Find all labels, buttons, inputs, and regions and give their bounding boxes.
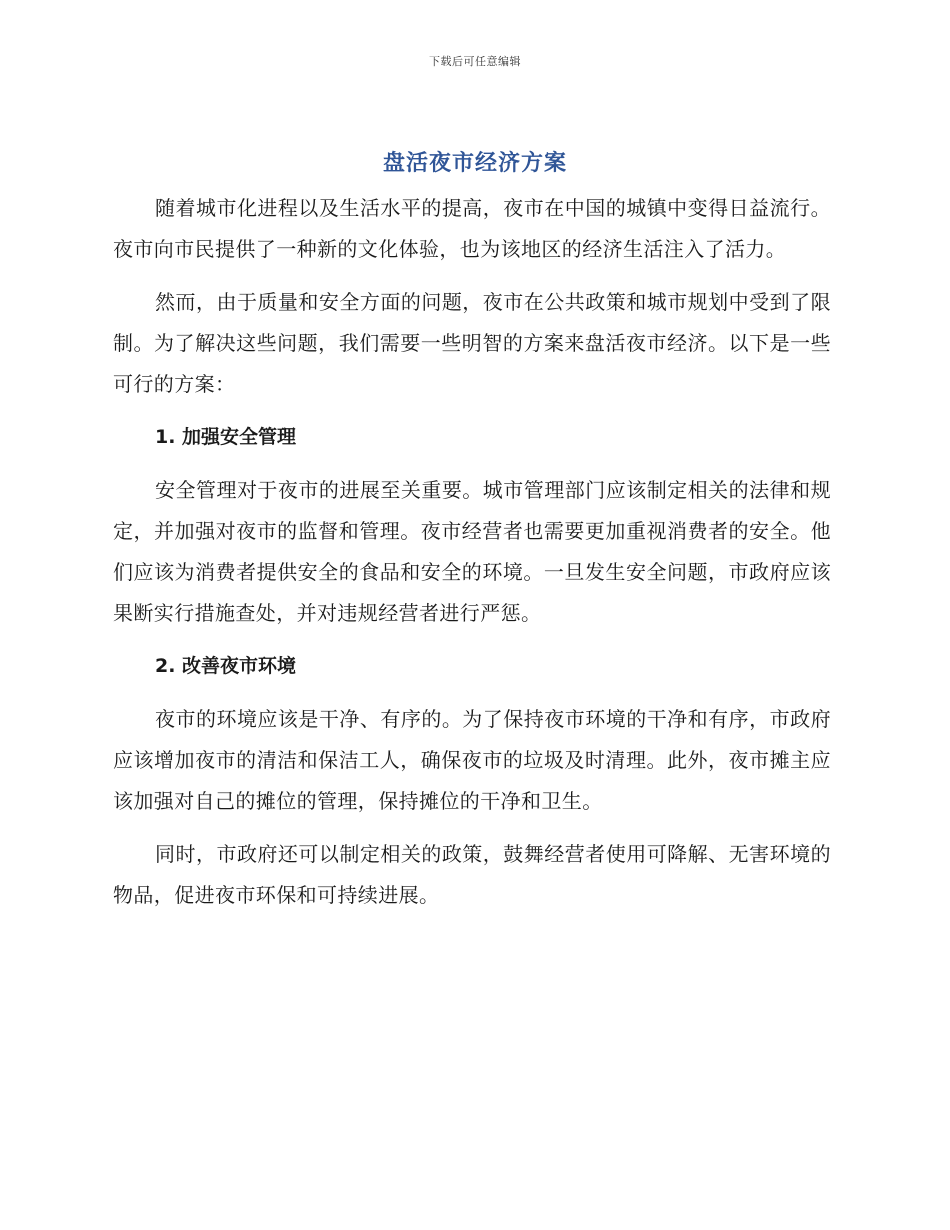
section-paragraph: 夜市的环境应该是干净、有序的。为了保持夜市环境的干净和有序，市政府应该增加夜市的清洁和保洁工人，确保夜市的垃圾及时清理。此外，夜市摊主应该加强对自己的摊位的管理，保持摊位的干净和卫生。: [113, 707, 831, 813]
section-heading: 2. 改善夜市环境: [155, 655, 297, 677]
section-heading: 1. 加强安全管理: [155, 426, 297, 448]
document-body: [113, 188, 831, 928]
page-header-note: 下载后可任意编辑: [429, 55, 521, 68]
section-paragraph: 同时，市政府还可以制定相关的政策，鼓舞经营者使用可降解、无害环境的物品，促进夜市环保和可持续进展。: [113, 842, 831, 907]
section-paragraph: 安全管理对于夜市的进展至关重要。城市管理部门应该制定相关的法律和规定，并加强对夜市的监督和管理。夜市经营者也需要更加重视消费者的安全。他们应该为消费者提供安全的食品和安全的环境。一旦发生安全问题，市政府应该果断实行措施查处，并对违规经营者进行严惩。: [113, 478, 831, 625]
document-title: 盘活夜市经济方案: [382, 151, 567, 176]
intro-paragraph: 随着城市化进程以及生活水平的提高，夜市在中国的城镇中变得日益流行。夜市向市民提供了一种新的文化体验，也为该地区的经济生活注入了活力。: [113, 196, 831, 261]
intro-paragraph: 然而，由于质量和安全方面的问题，夜市在公共政策和城市规划中受到了限制。为了解决这些问题，我们需要一些明智的方案来盘活夜市经济。以下是一些可行的方案：: [113, 290, 831, 396]
